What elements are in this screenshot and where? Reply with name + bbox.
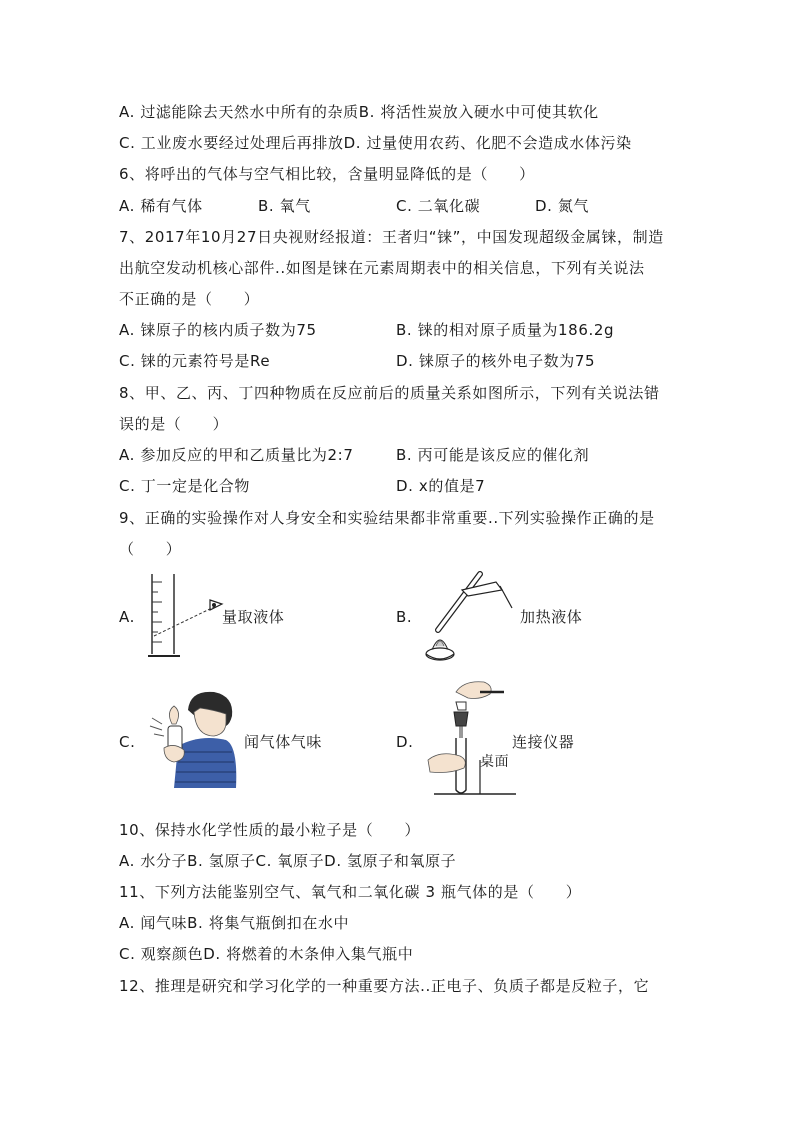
q9-option-b-letter: B. bbox=[396, 608, 413, 626]
q9-option-a-letter: A. bbox=[119, 608, 135, 626]
q7-option-d: D. 铼原子的核外电子数为75 bbox=[396, 352, 596, 370]
smelling-gas-figure bbox=[144, 688, 240, 788]
connecting-apparatus-figure bbox=[420, 676, 520, 802]
graduated-cylinder-figure bbox=[140, 570, 230, 662]
q7-stem-line1: 7、2017年10月27日央视财经报道：王者归“铼”，中国发现超级金属铼，制造 bbox=[119, 228, 664, 246]
q9-option-a-caption: 量取液体 bbox=[222, 608, 285, 626]
q8-option-b: B. 丙可能是该反应的催化剂 bbox=[396, 446, 590, 464]
q9-option-b-caption: 加热液体 bbox=[520, 608, 583, 626]
q11-options-cd: C. 观察颜色D. 将燃着的木条伸入集气瓶中 bbox=[119, 945, 414, 963]
q8-stem-line2: 误的是（ ） bbox=[119, 415, 229, 433]
q6-option-a: A. 稀有气体 bbox=[119, 197, 203, 215]
q12-stem: 12、推理是研究和学习化学的一种重要方法..正电子、负质子都是反粒子，它 bbox=[119, 977, 650, 995]
q10-stem: 10、保持水化学性质的最小粒子是（ ） bbox=[119, 821, 421, 839]
q7-option-a: A. 铼原子的核内质子数为75 bbox=[119, 321, 317, 339]
q11-stem: 11、下列方法能鉴别空气、氧气和二氧化碳 3 瓶气体的是（ ） bbox=[119, 883, 582, 901]
q5-options-cd: C. 工业废水要经过处理后再排放D. 过量使用农药、化肥不会造成水体污染 bbox=[119, 134, 632, 152]
q6-option-c: C. 二氧化碳 bbox=[396, 197, 481, 215]
q9-option-d-letter: D. bbox=[396, 733, 414, 751]
heating-liquid-figure bbox=[418, 568, 518, 666]
q9-option-c-caption: 闻气体气味 bbox=[244, 733, 323, 751]
q8-option-c: C. 丁一定是化合物 bbox=[119, 477, 251, 495]
q8-option-a: A. 参加反应的甲和乙质量比为2:7 bbox=[119, 446, 354, 464]
q7-option-b: B. 铼的相对原子质量为186.2g bbox=[396, 321, 615, 339]
q6-option-d: D. 氮气 bbox=[535, 197, 590, 215]
q11-options-ab: A. 闻气味B. 将集气瓶倒扣在水中 bbox=[119, 914, 350, 932]
q6-stem: 6、将呼出的气体与空气相比较，含量明显降低的是（ ） bbox=[119, 165, 535, 183]
q7-stem-line3: 不正确的是（ ） bbox=[119, 290, 260, 308]
q6-option-b: B. 氧气 bbox=[258, 197, 311, 215]
q9-option-d-caption: 连接仪器 bbox=[512, 733, 575, 751]
q7-option-c: C. 铼的元素符号是Re bbox=[119, 352, 271, 370]
q9-stem-line1: 9、正确的实验操作对人身安全和实验结果都非常重要..下列实验操作正确的是 bbox=[119, 509, 655, 527]
q9-stem-line2: （ ） bbox=[119, 540, 182, 558]
q7-stem-line2: 出航空发动机核心部件..如图是铼在元素周期表中的相关信息，下列有关说法 bbox=[119, 259, 645, 277]
q5-options-ab: A. 过滤能除去天然水中所有的杂质B. 将活性炭放入硬水中可使其软化 bbox=[119, 103, 599, 121]
q9-option-d-desk-label: 桌面 bbox=[480, 754, 510, 770]
q8-stem-line1: 8、甲、乙、丙、丁四种物质在反应前后的质量关系如图所示，下列有关说法错 bbox=[119, 384, 660, 402]
q10-options: A. 水分子B. 氢原子C. 氧原子D. 氢原子和氧原子 bbox=[119, 852, 457, 870]
q8-option-d: D. x的值是7 bbox=[396, 477, 486, 495]
q9-option-c-letter: C. bbox=[119, 733, 136, 751]
